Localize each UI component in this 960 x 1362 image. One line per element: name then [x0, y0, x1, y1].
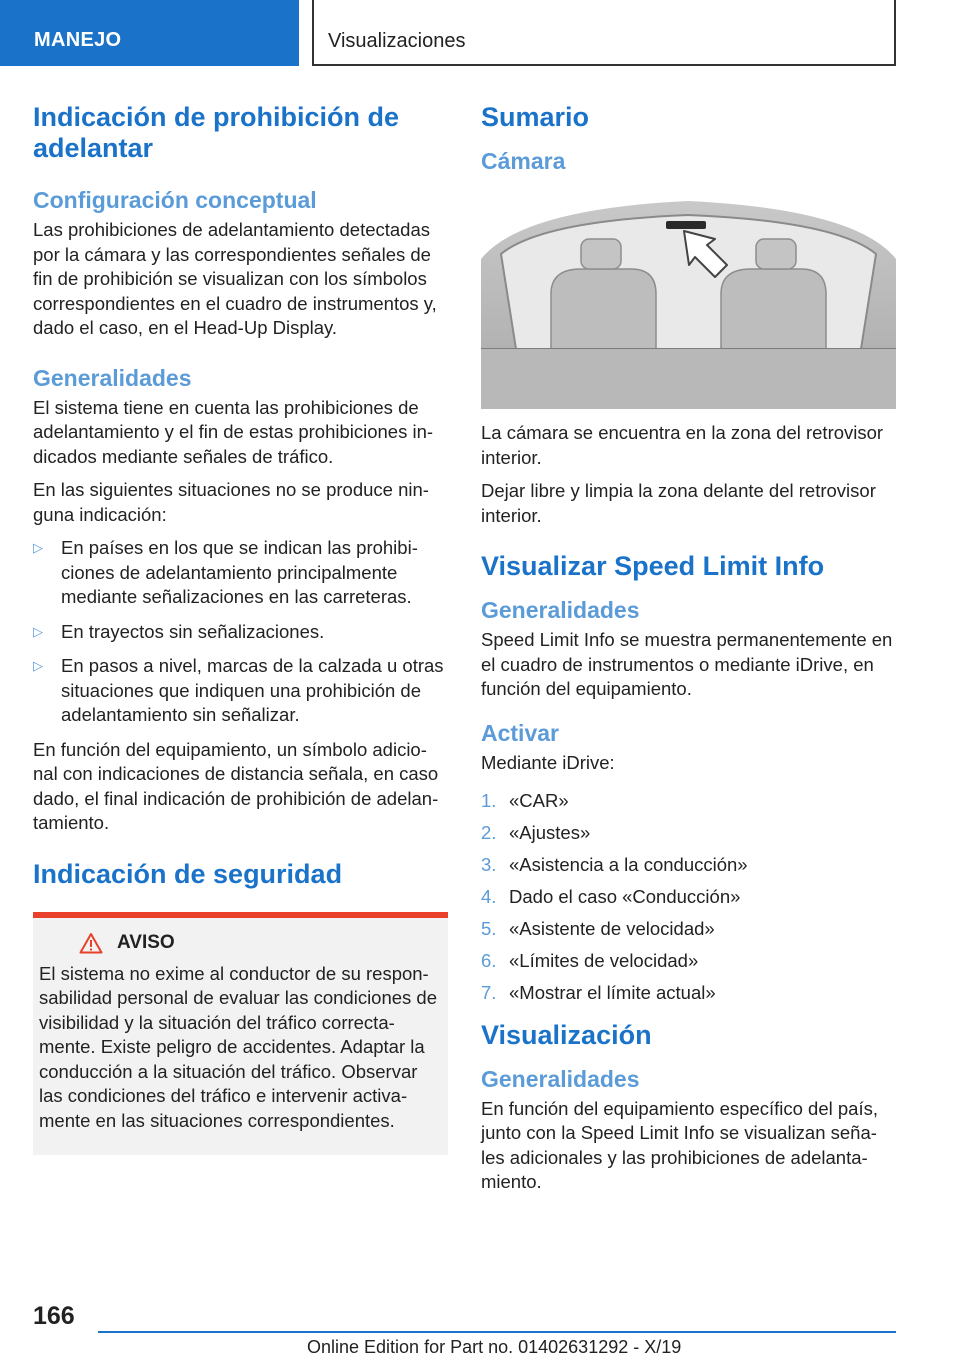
warning-header: [79, 932, 442, 954]
paragraph-general-2: En las siguientes situaciones no se produce nin-guna indicación:: [33, 479, 429, 525]
left-column: [33, 102, 448, 1155]
paragraph-concept: Las prohibiciones de adelantamiento detectadas por la cámara y las correspondientes señales de fin de prohibición se visualizan con los símbolos correspondientes en el cuadro de instrumentos y, dado el caso, en el Head-Up Display.: [33, 219, 437, 338]
triangle-bullet-icon: ▷: [33, 540, 43, 555]
camera-location-image: [481, 199, 896, 409]
heading-safety: Indicación de seguridad: [33, 858, 343, 889]
triangle-bullet-icon: ▷: [33, 623, 43, 639]
chapter-title: Visualizaciones: [328, 30, 466, 52]
heading-display: Visualización: [481, 1019, 652, 1050]
triangle-bullet-icon: ▷: [33, 658, 43, 673]
heading-summary: Sumario: [481, 102, 590, 132]
list-item: 5. «Asistente de velocidad»: [481, 918, 715, 939]
section-title: MANEJO: [34, 29, 122, 51]
paragraph-general-3: En función del equipamiento, un símbolo adicio-nal con indicaciones de distancia señala, en caso dado, el final indicación de prohibición de adelan-tamiento.: [33, 738, 439, 833]
heading-general: Generalidades: [33, 364, 192, 391]
heading-activate: Activar: [481, 719, 559, 746]
heading-general-speed: Generalidades: [481, 597, 640, 623]
list-item: 2. «Ajustes»: [481, 822, 591, 843]
right-column: [481, 102, 896, 1204]
list-item: ▷ En trayectos sin señalizaciones.: [33, 620, 448, 645]
footer-rule: [98, 1331, 896, 1333]
list-item: 4. Dado el caso «Conducción»: [481, 886, 741, 907]
paragraph-display: En función del equipamiento específico del país, junto con la Speed Limit Info se visualizan seña-les adicionales y las prohibiciones de adelanta-miento.: [481, 1097, 878, 1192]
paragraph-general-1: El sistema tiene en cuenta las prohibiciones de adelantamiento y el fin de estas prohibiciones in-dicados mediante señales de tráfico.: [33, 396, 434, 467]
paragraph-activate: Mediante iDrive:: [481, 751, 615, 773]
heading-concept: Configuración conceptual: [33, 187, 317, 213]
paragraph-camera-1: La cámara se encuentra en la zona del retrovisor interior.: [481, 422, 884, 468]
list-item: 3. «Asistencia a la conducción»: [481, 854, 748, 875]
paragraph-camera-2: Dejar libre y limpia la zona delante del retrovisor interior.: [481, 480, 876, 526]
section-tab: [0, 0, 299, 66]
list-item: 1. «CAR»: [481, 790, 569, 811]
heading-general-display: Generalidades: [481, 1065, 640, 1092]
footer-edition: Online Edition for Part no. 01402631292 - X/19: [307, 1337, 682, 1357]
warning-text: El sistema no exime al conductor de su respon-sabilidad personal de evaluar las condiciones de visibilidad y la situación del tráfico correcta-mente. Existe peligro de accidentes. Adaptar la conducción a la situación del tráfico. Observar las condiciones del tráfico e intervenir activa-mente en las situaciones correspondientes.: [39, 962, 438, 1131]
chapter-tab: [312, 0, 896, 66]
heading-camera: Cámara: [481, 148, 566, 174]
bullet-list: [33, 536, 448, 728]
list-item: 7. «Mostrar el límite actual»: [481, 982, 716, 1003]
warning-triangle-icon: [79, 932, 103, 954]
warning-title: AVISO: [117, 931, 175, 953]
warning-box: [33, 912, 448, 1156]
steps-list: [481, 789, 896, 1006]
heading-speed-limit-info: Visualizar Speed Limit Info: [481, 551, 825, 581]
heading-overtaking: Indicación de prohibición de adelantar: [33, 102, 400, 163]
page-number: 166: [33, 1302, 75, 1330]
list-item: ▷ En pasos a nivel, marcas de la calzada u otras situaciones que indiquen una prohibición de adelantamiento sin señalizar.: [33, 655, 444, 725]
paragraph-speed: Speed Limit Info se muestra permanentemente en el cuadro de instrumentos o mediante iDrive, en función del equipamiento.: [481, 629, 893, 699]
list-item: ▷ En países en los que se indican las prohibi-ciones de adelantamiento principalmente mediante señalizaciones en las carreteras.: [33, 537, 418, 607]
list-item: 6. «Límites de velocidad»: [481, 950, 699, 971]
